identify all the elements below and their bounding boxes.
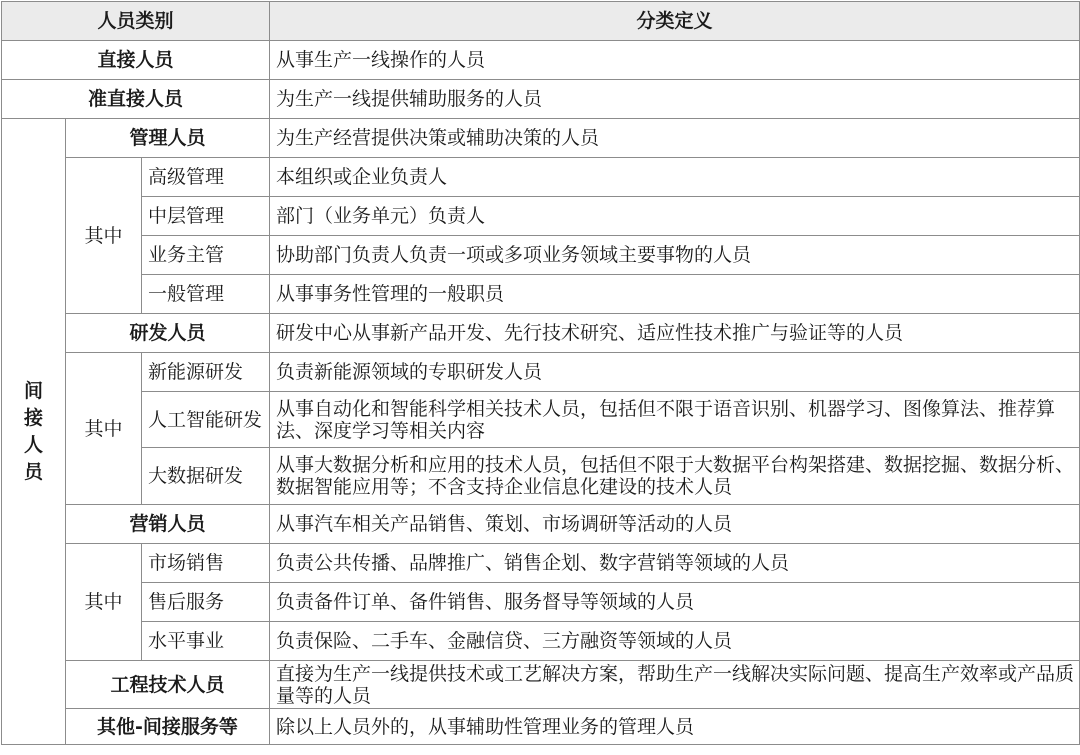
table-row xyxy=(2,448,1080,505)
table-row xyxy=(2,709,1080,745)
category-cell: 管理人员 xyxy=(66,119,270,158)
table-row xyxy=(2,158,1080,197)
table-row xyxy=(2,314,1080,353)
subcategory-cell: 大数据研发 xyxy=(142,448,270,505)
definition-cell: 除以上人员外的，从事辅助性管理业务的管理人员 xyxy=(270,709,1080,745)
table-row xyxy=(2,236,1080,275)
definition-cell: 从事自动化和智能科学相关技术人员，包括但不限于语音识别、机器学习、图像算法、推荐算法、深度学习等相关内容 xyxy=(270,392,1080,448)
definition-cell: 为生产一线提供辅助服务的人员 xyxy=(270,80,1080,119)
table-row xyxy=(2,661,1080,709)
table-row xyxy=(2,583,1080,622)
among-cell: 其中 xyxy=(66,544,142,661)
subcategory-cell: 水平事业 xyxy=(142,622,270,661)
definition-cell: 协助部门负责人负责一项或多项业务领域主要事物的人员 xyxy=(270,236,1080,275)
header-row xyxy=(2,2,1080,41)
definition-cell: 直接为生产一线提供技术或工艺解决方案，帮助生产一线解决实际问题、提高生产效率或产品质量等的人员 xyxy=(270,661,1080,709)
definition-cell: 研发中心从事新产品开发、先行技术研究、适应性技术推广与验证等的人员 xyxy=(270,314,1080,353)
category-cell: 其他-间接服务等 xyxy=(66,709,270,745)
subcategory-cell: 一般管理 xyxy=(142,275,270,314)
table-row xyxy=(2,505,1080,544)
among-cell: 其中 xyxy=(66,353,142,505)
table-row xyxy=(2,622,1080,661)
table-row xyxy=(2,41,1080,80)
category-cell: 直接人员 xyxy=(2,41,270,80)
header-definition: 分类定义 xyxy=(270,2,1080,41)
indirect-label-text: 间接人员 xyxy=(23,379,43,483)
table-row xyxy=(2,119,1080,158)
subcategory-cell: 中层管理 xyxy=(142,197,270,236)
definition-cell: 从事事务性管理的一般职员 xyxy=(270,275,1080,314)
category-cell: 研发人员 xyxy=(66,314,270,353)
category-cell: 工程技术人员 xyxy=(66,661,270,709)
indirect-personnel-label xyxy=(2,119,66,745)
subcategory-cell: 高级管理 xyxy=(142,158,270,197)
definition-cell: 从事大数据分析和应用的技术人员，包括但不限于大数据平台构架搭建、数据挖掘、数据分析、数据智能应用等；不含支持企业信息化建设的技术人员 xyxy=(270,448,1080,505)
table-row xyxy=(2,197,1080,236)
definition-cell: 本组织或企业负责人 xyxy=(270,158,1080,197)
subcategory-cell: 新能源研发 xyxy=(142,353,270,392)
table-row xyxy=(2,275,1080,314)
definition-cell: 负责公共传播、品牌推广、销售企划、数字营销等领域的人员 xyxy=(270,544,1080,583)
definition-cell: 负责新能源领域的专职研发人员 xyxy=(270,353,1080,392)
definition-cell: 负责备件订单、备件销售、服务督导等领域的人员 xyxy=(270,583,1080,622)
definition-cell: 为生产经营提供决策或辅助决策的人员 xyxy=(270,119,1080,158)
definition-cell: 部门（业务单元）负责人 xyxy=(270,197,1080,236)
subcategory-cell: 业务主管 xyxy=(142,236,270,275)
subcategory-cell: 人工智能研发 xyxy=(142,392,270,448)
category-cell: 准直接人员 xyxy=(2,80,270,119)
definition-cell: 从事汽车相关产品销售、策划、市场调研等活动的人员 xyxy=(270,505,1080,544)
subcategory-cell: 市场销售 xyxy=(142,544,270,583)
definition-cell: 负责保险、二手车、金融信贷、三方融资等领域的人员 xyxy=(270,622,1080,661)
subcategory-cell: 售后服务 xyxy=(142,583,270,622)
table-row xyxy=(2,353,1080,392)
header-category: 人员类别 xyxy=(2,2,270,41)
table-row xyxy=(2,392,1080,448)
category-cell: 营销人员 xyxy=(66,505,270,544)
personnel-classification-table xyxy=(1,1,1080,745)
table-row xyxy=(2,544,1080,583)
table-row xyxy=(2,80,1080,119)
among-cell: 其中 xyxy=(66,158,142,314)
definition-cell: 从事生产一线操作的人员 xyxy=(270,41,1080,80)
